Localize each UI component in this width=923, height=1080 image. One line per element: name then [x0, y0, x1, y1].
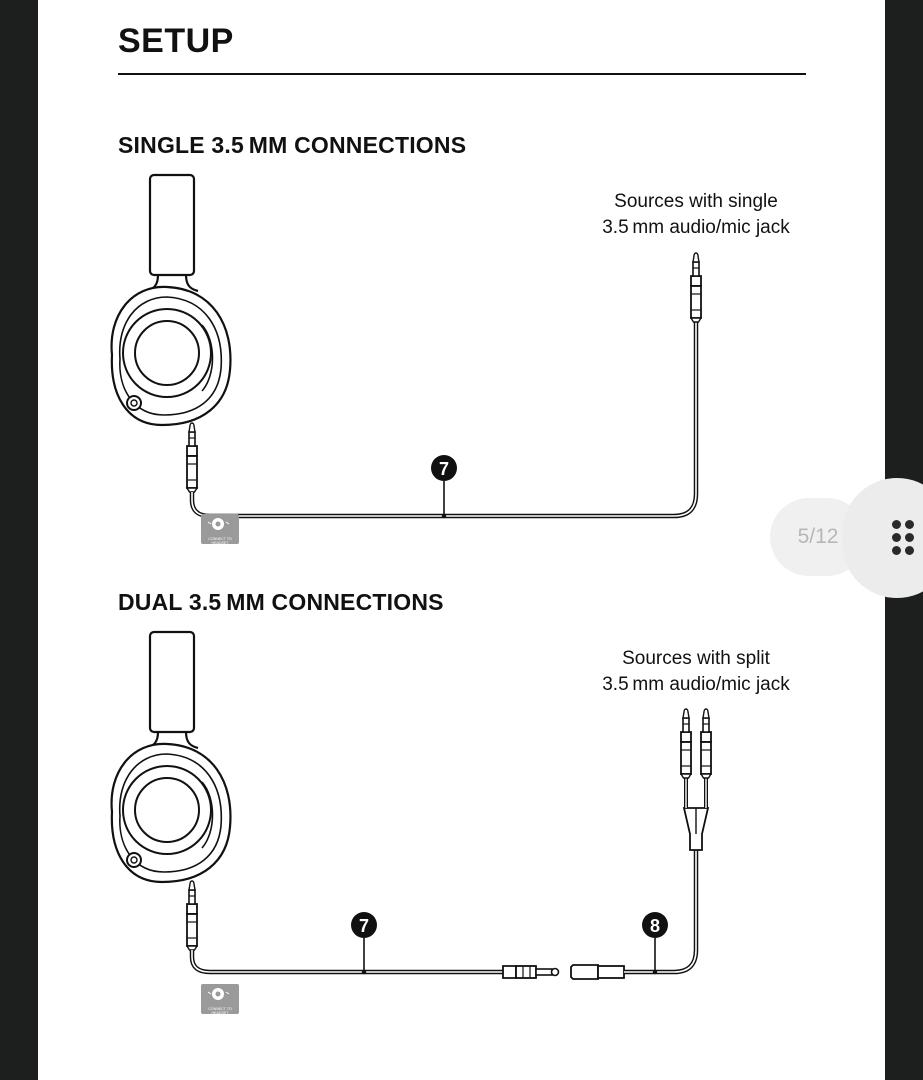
callout-8-badge — [642, 912, 668, 938]
dual-headset-plug — [187, 881, 197, 950]
callout-7-badge — [431, 455, 457, 481]
dual-source-label-line1: Sources with split — [622, 648, 770, 669]
section-heading-single: SINGLE 3.5 MM CONNECTIONS — [118, 132, 467, 158]
dual-callout-7-dot — [362, 970, 366, 974]
split-plug-mic — [701, 709, 711, 778]
page-title: SETUP — [118, 22, 234, 60]
single-source-label-line1: Sources with single — [614, 191, 778, 212]
callout-7-dot — [442, 514, 446, 518]
dual-callout-7-number: 7 — [358, 916, 370, 936]
callout-8-dot — [653, 970, 657, 974]
dual-headset-illustration — [112, 632, 231, 882]
dual-cable-source-side — [624, 850, 696, 972]
splitter-y — [684, 778, 708, 850]
inline-male-connector — [503, 966, 559, 978]
inline-female-connector — [571, 965, 624, 979]
single-headset-illustration — [112, 175, 231, 425]
callout-8-number: 8 — [649, 916, 661, 936]
dual-source-label-line2: 3.5 mm audio/mic jack — [602, 674, 790, 695]
manual-page — [38, 0, 885, 1080]
page-indicator[interactable]: 5/12 — [770, 498, 866, 576]
callout-7-number: 7 — [438, 459, 450, 479]
split-plug-audio — [681, 709, 691, 778]
tag-text-line1: CONNECT TO — [208, 537, 232, 541]
tag-text-line2: HEADSET — [211, 541, 229, 545]
single-source-plug — [691, 253, 701, 322]
single-connect-tag — [201, 514, 239, 545]
dual-connect-tag — [201, 984, 239, 1015]
section-heading-dual: DUAL 3.5 MM CONNECTIONS — [118, 589, 444, 615]
dual-tag-text-line1: CONNECT TO — [208, 1007, 232, 1011]
single-headset-plug — [187, 423, 197, 492]
dual-cable-headset-side-inner — [192, 950, 503, 972]
dual-callout-7-badge — [351, 912, 377, 938]
dual-cable-source-side-inner — [624, 850, 696, 972]
dual-tag-text-line2: HEADSET — [211, 1011, 229, 1015]
connection-diagram — [38, 0, 885, 1080]
dual-cable-headset-side — [192, 950, 503, 972]
single-source-label-line2: 3.5 mm audio/mic jack — [602, 217, 790, 238]
